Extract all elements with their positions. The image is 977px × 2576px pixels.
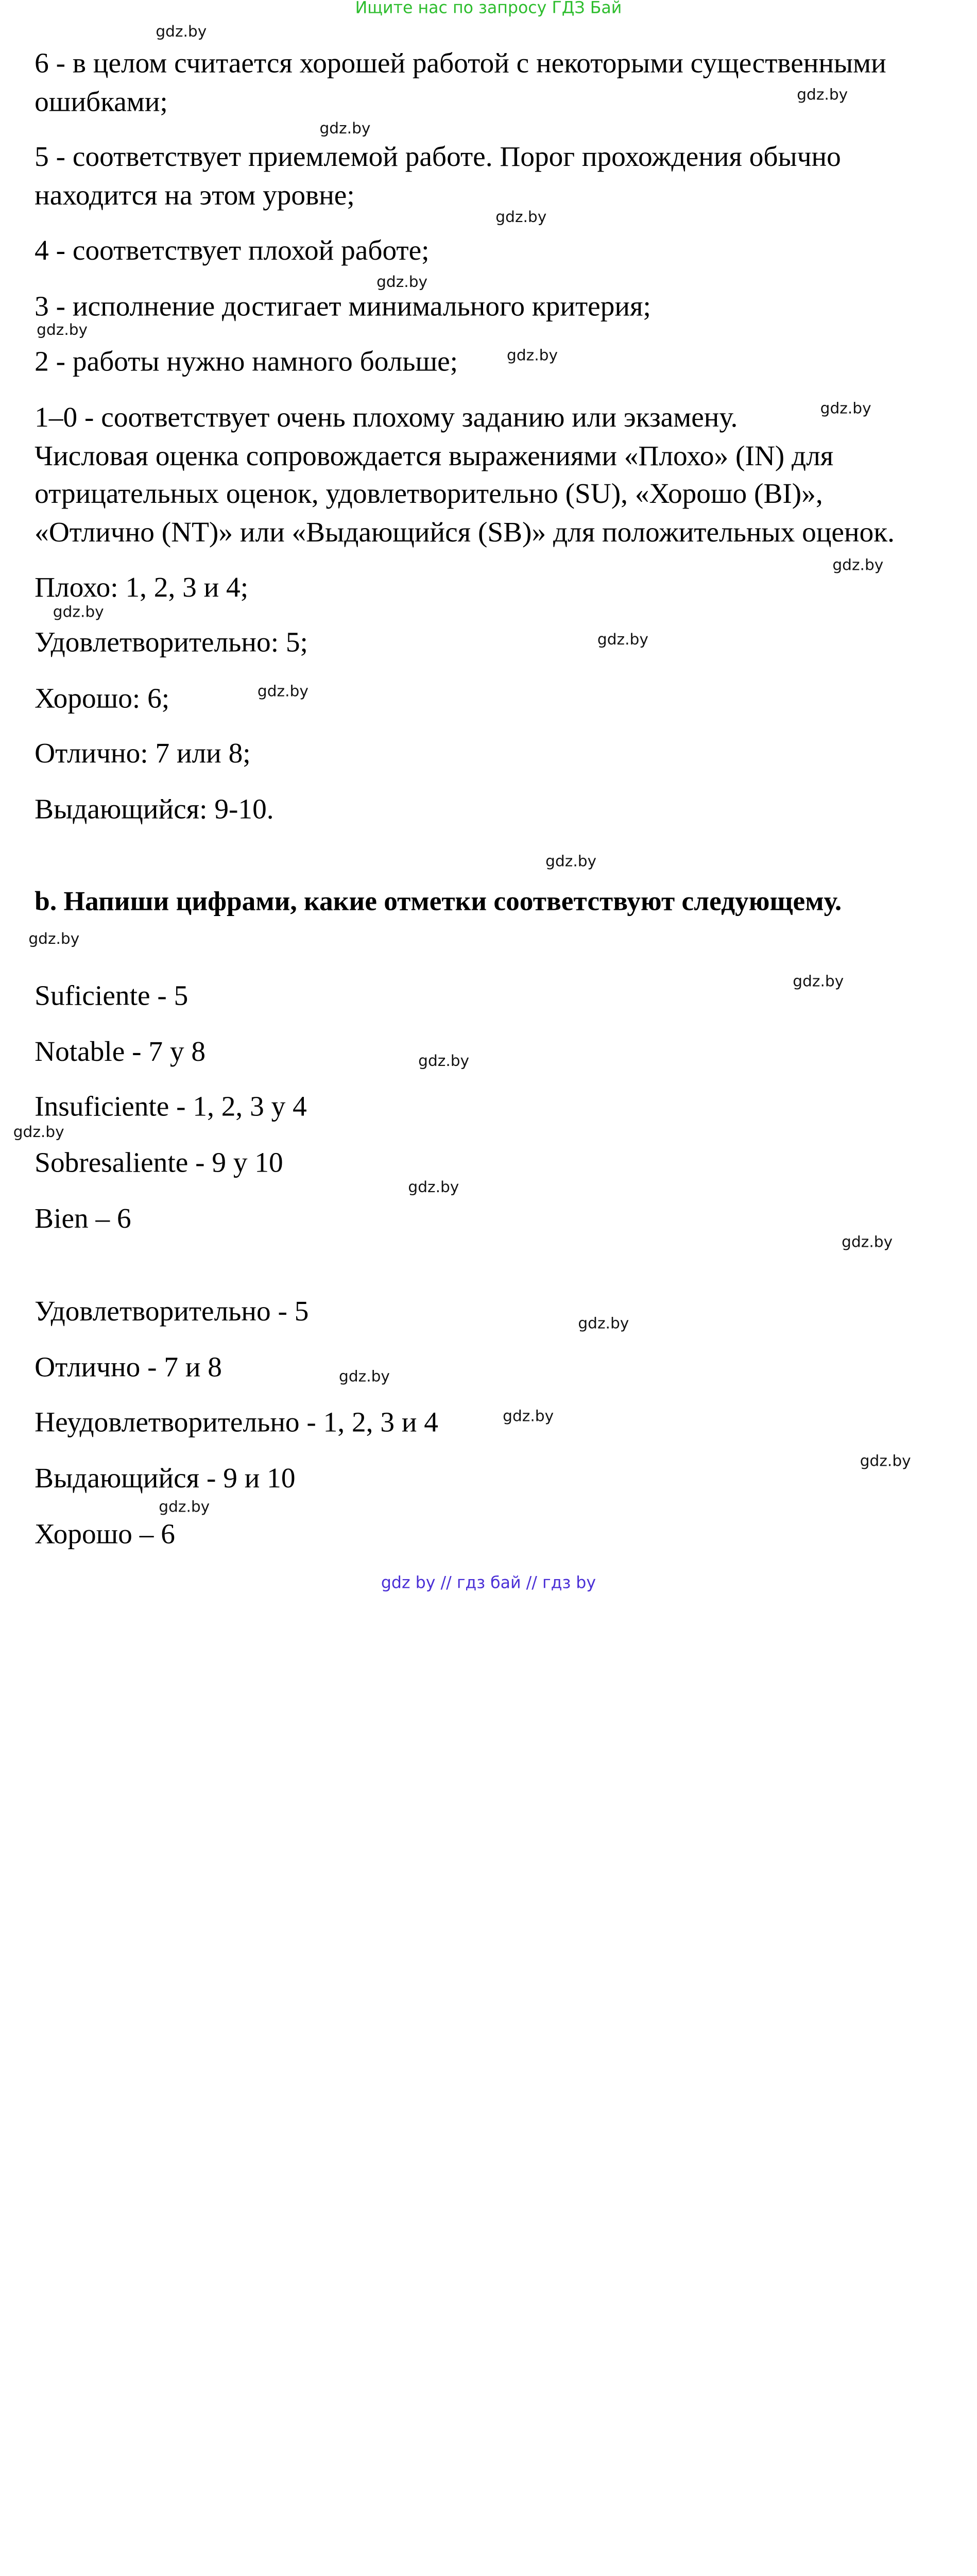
watermark: gdz.by [339,1367,390,1386]
mapping-outstanding: Выдающийся: 9-10. [35,794,274,826]
answer-notable: Notable - 7 y 8 [35,1036,206,1068]
explanation-line-1: Числовая оценка сопровождается выражениями «Плохо» (IN) для [35,440,834,472]
answer-ru-satisfactory: Удовлетворительно - 5 [35,1296,309,1328]
watermark: gdz.by [156,22,207,41]
grade-6-line-2: ошибками; [35,86,168,118]
watermark: gdz.by [860,1451,911,1470]
answer-ru-good: Хорошо – 6 [35,1519,175,1551]
watermark: gdz.by [37,320,88,340]
watermark: gdz.by [507,346,558,365]
task-b-heading: b. Напиши цифрами, какие отметки соответствуют следующему. [35,886,842,917]
answer-sobresaliente: Sobresaliente - 9 y 10 [35,1147,283,1179]
mapping-good: Хорошо: 6; [35,683,170,715]
watermark: gdz.by [832,555,884,574]
watermark: gdz.by [13,1123,64,1142]
watermark: gdz.by [376,273,428,292]
watermark: gdz.by [408,1178,459,1196]
watermark: gdz.by [159,1497,210,1516]
mapping-excellent: Отлично: 7 или 8; [35,738,251,770]
mapping-bad: Плохо: 1, 2, 3 и 4; [35,572,249,604]
watermark: gdz.by [578,1314,629,1333]
watermark: gdz.by [257,682,308,701]
watermark: gdz.by [820,399,871,418]
watermark: gdz.by [797,85,848,104]
header-search-link[interactable]: Ищите нас по запросу ГДЗ Бай [355,0,622,18]
mapping-satisfactory: Удовлетворительно: 5; [35,627,308,659]
explanation-line-2: отрицательных оценок, удовлетворительно (SU), «Хорошо (BI)», [35,478,823,510]
watermark: gdz.by [842,1232,893,1251]
watermark: gdz.by [319,119,371,138]
watermark: gdz.by [418,1052,470,1070]
grade-2-line: 2 - работы нужно намного больше; [35,346,458,378]
grade-5-line-2: находится на этом уровне; [35,180,355,212]
watermark: gdz.by [53,602,104,621]
explanation-line-3: «Отлично (NT)» или «Выдающийся (SB)» для положительных оценок. [35,517,895,549]
answer-ru-excellent: Отлично - 7 и 8 [35,1352,222,1384]
grade-4-line: 4 - соответствует плохой работе; [35,235,430,267]
watermark: gdz.by [793,972,844,991]
answer-ru-outstanding: Выдающийся - 9 и 10 [35,1463,296,1495]
grade-5-line-1: 5 - соответствует приемлемой работе. Порог прохождения обычно [35,141,841,173]
watermark: gdz.by [495,208,547,226]
watermark: gdz.by [597,630,648,649]
grade-1-0-line: 1–0 - соответствует очень плохому заданию или экзамену. [35,402,738,434]
grade-3-line: 3 - исполнение достигает минимального критерия; [35,291,651,323]
watermark: gdz.by [503,1406,554,1426]
watermark: gdz.by [545,852,597,871]
answer-insuficiente: Insuficiente - 1, 2, 3 y 4 [35,1091,307,1123]
answer-bien: Bien – 6 [35,1203,131,1235]
answer-suficiente: Suficiente - 5 [35,980,188,1012]
footer-links[interactable]: gdz by // гдз бай // гдз by [381,1572,596,1592]
grade-6-line-1: 6 - в целом считается хорошей работой с некоторыми существенными [35,47,886,80]
answer-ru-unsatisfactory: Неудовлетворительно - 1, 2, 3 и 4 [35,1406,438,1439]
watermark: gdz.by [28,929,80,948]
